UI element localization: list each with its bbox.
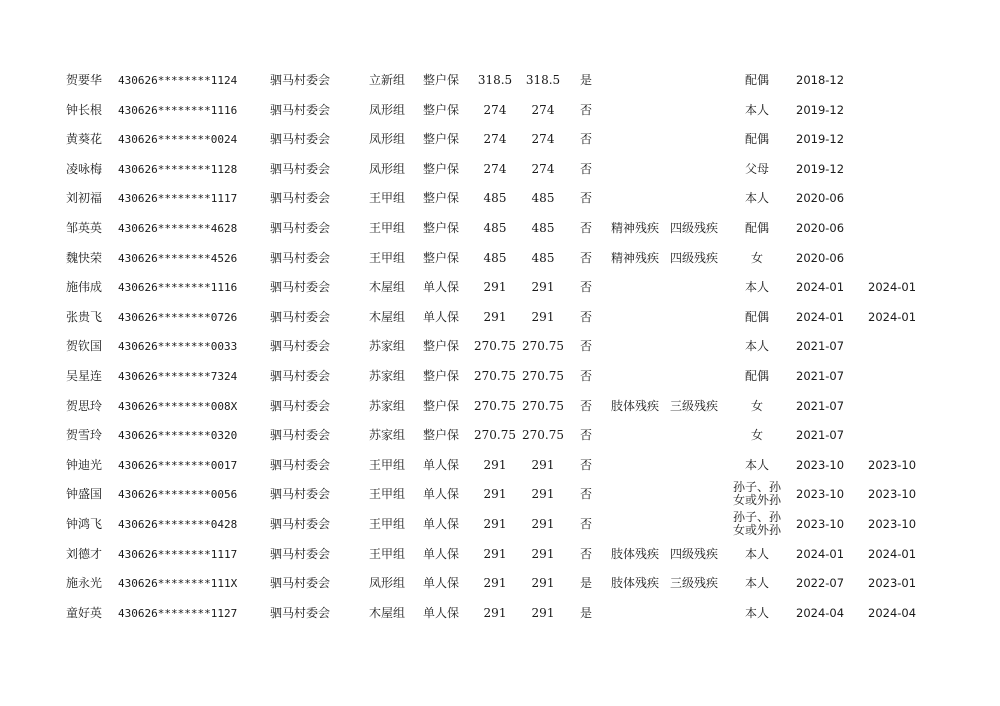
disability-level <box>670 451 726 480</box>
household-relation: 女 <box>750 428 763 443</box>
start-date: 2022-07 <box>796 576 845 591</box>
start-date: 2024-01 <box>796 280 845 295</box>
disability-type: 肢体残疾 <box>611 398 660 413</box>
id-number: 430626********4628 <box>118 222 238 235</box>
approval-date: 2024-04 <box>868 605 917 620</box>
disability-type <box>611 125 669 154</box>
start-date: 2020-06 <box>796 221 845 235</box>
yes-no-flag: 否 <box>580 102 593 117</box>
household-relation: 配偶 <box>744 132 769 147</box>
assistance-type: 整户保 <box>423 428 460 443</box>
disability-level <box>670 332 726 361</box>
amount-issued: 291 <box>531 487 555 502</box>
table-row <box>0 332 1000 361</box>
start-date: 2019-12 <box>796 161 845 176</box>
disability-type: 肢体残疾 <box>611 576 660 591</box>
person-name: 贺钦国 <box>66 339 103 354</box>
household-relation: 本人 <box>744 576 769 591</box>
amount-standard: 270.75 <box>474 398 516 413</box>
village-group: 王甲组 <box>369 517 406 531</box>
disability-type: 精神残疾 <box>611 250 660 265</box>
approval-date <box>868 96 928 125</box>
assistance-type: 单人保 <box>423 576 460 591</box>
person-name: 黄葵花 <box>66 132 103 147</box>
village-group: 凤形组 <box>369 161 406 176</box>
start-date: 2024-01 <box>796 309 845 324</box>
amount-issued: 291 <box>531 457 555 472</box>
household-relation: 配偶 <box>744 369 769 383</box>
village-group: 凤形组 <box>369 576 406 591</box>
disability-level <box>670 273 726 302</box>
assistance-type: 整户保 <box>423 221 460 235</box>
amount-issued: 291 <box>531 517 555 531</box>
id-number: 430626********1117 <box>118 192 238 206</box>
id-number: 430626********1117 <box>118 547 238 561</box>
household-relation: 孙子、孙女或外孙 <box>732 480 781 508</box>
start-date: 2019-12 <box>796 102 845 117</box>
table-row <box>0 421 1000 450</box>
household-relation: 本人 <box>744 605 769 620</box>
approval-date: 2024-01 <box>868 309 917 324</box>
id-number: 430626********0033 <box>118 340 238 354</box>
amount-standard: 291 <box>483 457 507 472</box>
id-number: 430626********1116 <box>118 281 238 295</box>
village-committee: 驷马村委会 <box>270 221 331 235</box>
assistance-type: 整户保 <box>423 250 460 265</box>
village-group: 木屋组 <box>369 309 406 324</box>
person-name: 施伟成 <box>66 280 103 295</box>
yes-no-flag: 否 <box>580 546 593 561</box>
amount-standard: 270.75 <box>474 428 516 443</box>
approval-date <box>868 125 928 154</box>
disability-level <box>670 480 726 509</box>
amount-issued: 270.75 <box>522 369 564 383</box>
assistance-type: 整户保 <box>423 369 460 383</box>
person-name: 施永光 <box>66 576 103 591</box>
person-name: 钟鸿飞 <box>66 517 103 531</box>
village-committee: 驷马村委会 <box>270 309 331 324</box>
village-committee: 驷马村委会 <box>270 191 331 206</box>
table-row <box>0 66 1000 95</box>
yes-no-flag: 是 <box>580 576 593 591</box>
table-row <box>0 273 1000 302</box>
amount-standard: 291 <box>483 576 507 591</box>
disability-type <box>611 332 669 361</box>
person-name: 魏快荣 <box>66 250 103 265</box>
approval-date: 2023-01 <box>868 576 917 591</box>
person-name: 凌咏梅 <box>66 161 103 176</box>
approval-date: 2024-01 <box>868 546 917 561</box>
id-number: 430626********0726 <box>118 310 238 324</box>
amount-standard: 291 <box>483 280 507 295</box>
start-date: 2021-07 <box>796 398 845 413</box>
disability-level <box>670 599 726 628</box>
village-group: 王甲组 <box>369 546 406 561</box>
disability-level <box>670 303 726 332</box>
table-row <box>0 303 1000 332</box>
household-relation: 本人 <box>744 102 769 117</box>
village-group: 王甲组 <box>369 221 406 235</box>
village-group: 木屋组 <box>369 605 406 620</box>
start-date: 2021-07 <box>796 369 845 383</box>
yes-no-flag: 否 <box>580 398 593 413</box>
amount-issued: 485 <box>531 250 555 265</box>
approval-date <box>868 421 928 450</box>
disability-level: 四级残疾 <box>670 221 719 235</box>
disability-type <box>611 273 669 302</box>
yes-no-flag: 否 <box>580 428 593 443</box>
amount-standard: 270.75 <box>474 339 516 354</box>
table-row <box>0 184 1000 213</box>
disability-level <box>670 96 726 125</box>
yes-no-flag: 否 <box>580 191 593 206</box>
household-relation: 本人 <box>744 280 769 295</box>
start-date: 2024-04 <box>796 605 845 620</box>
disability-level: 四级残疾 <box>670 546 719 561</box>
approval-date: 2023-10 <box>868 457 917 472</box>
village-group: 王甲组 <box>369 191 406 206</box>
start-date: 2021-07 <box>796 339 845 354</box>
village-group: 王甲组 <box>369 487 406 502</box>
start-date: 2023-10 <box>796 517 845 531</box>
disability-level: 三级残疾 <box>670 398 719 413</box>
village-committee: 驷马村委会 <box>270 487 331 502</box>
table-row <box>0 569 1000 598</box>
disability-type <box>611 480 669 509</box>
amount-issued: 485 <box>531 221 555 235</box>
village-group: 王甲组 <box>369 250 406 265</box>
yes-no-flag: 否 <box>580 161 593 176</box>
person-name: 钟盛国 <box>66 487 103 502</box>
household-relation: 本人 <box>744 339 769 354</box>
household-relation: 本人 <box>744 191 769 206</box>
disability-type <box>611 510 669 539</box>
amount-issued: 485 <box>531 191 555 206</box>
approval-date <box>868 392 928 421</box>
table-row <box>0 125 1000 154</box>
disability-type <box>611 184 669 213</box>
amount-issued: 270.75 <box>522 339 564 354</box>
disability-level <box>670 184 726 213</box>
disability-type <box>611 451 669 480</box>
yes-no-flag: 否 <box>580 280 593 295</box>
amount-issued: 291 <box>531 280 555 295</box>
start-date: 2018-12 <box>796 73 845 87</box>
person-name: 贺思玲 <box>66 398 103 413</box>
id-number: 430626********7324 <box>118 370 238 383</box>
yes-no-flag: 否 <box>580 250 593 265</box>
village-committee: 驷马村委会 <box>270 546 331 561</box>
approval-date <box>868 214 928 243</box>
amount-standard: 291 <box>483 487 507 502</box>
village-group: 凤形组 <box>369 132 406 147</box>
disability-type <box>611 96 669 125</box>
assistance-type: 整户保 <box>423 161 460 176</box>
id-number: 430626********0017 <box>118 458 238 472</box>
amount-standard: 291 <box>483 546 507 561</box>
assistance-type: 整户保 <box>423 73 460 87</box>
table-row <box>0 599 1000 628</box>
assistance-type: 单人保 <box>423 605 460 620</box>
village-committee: 驷马村委会 <box>270 517 331 531</box>
person-name: 张贵飞 <box>66 309 103 324</box>
assistance-type: 整户保 <box>423 191 460 206</box>
table-row <box>0 392 1000 421</box>
assistance-type: 整户保 <box>423 132 460 147</box>
amount-issued: 274 <box>531 102 555 117</box>
id-number: 430626********111X <box>118 577 238 591</box>
yes-no-flag: 是 <box>580 73 593 87</box>
amount-standard: 274 <box>483 132 507 147</box>
disability-level <box>670 510 726 539</box>
amount-issued: 270.75 <box>522 428 564 443</box>
amount-standard: 274 <box>483 161 507 176</box>
table-row <box>0 155 1000 184</box>
approval-date <box>868 362 928 391</box>
approval-date <box>868 155 928 184</box>
start-date: 2020-06 <box>796 191 845 206</box>
village-committee: 驷马村委会 <box>270 132 331 147</box>
household-relation: 配偶 <box>744 309 769 324</box>
yes-no-flag: 否 <box>580 457 593 472</box>
assistance-type: 整户保 <box>423 398 460 413</box>
start-date: 2023-10 <box>796 457 845 472</box>
household-relation: 配偶 <box>744 221 769 235</box>
assistance-type: 整户保 <box>423 339 460 354</box>
village-group: 苏家组 <box>369 339 406 354</box>
approval-date: 2024-01 <box>868 280 917 295</box>
id-number: 430626********1127 <box>118 606 238 620</box>
village-committee: 驷马村委会 <box>270 250 331 265</box>
disability-type <box>611 599 669 628</box>
approval-date <box>868 332 928 361</box>
village-group: 苏家组 <box>369 428 406 443</box>
disability-level: 四级残疾 <box>670 250 719 265</box>
amount-issued: 274 <box>531 161 555 176</box>
village-committee: 驷马村委会 <box>270 73 331 87</box>
amount-standard: 485 <box>483 221 507 235</box>
village-group: 王甲组 <box>369 457 406 472</box>
id-number: 430626********4526 <box>118 251 238 265</box>
person-name: 童好英 <box>66 605 103 620</box>
disability-type <box>611 155 669 184</box>
yes-no-flag: 否 <box>580 339 593 354</box>
disability-level: 三级残疾 <box>670 576 719 591</box>
amount-standard: 270.75 <box>474 369 516 383</box>
id-number: 430626********0428 <box>118 518 238 531</box>
disability-type <box>611 66 669 95</box>
village-committee: 驷马村委会 <box>270 161 331 176</box>
household-relation: 本人 <box>744 457 769 472</box>
assistance-type: 单人保 <box>423 487 460 502</box>
yes-no-flag: 否 <box>580 517 593 531</box>
amount-issued: 274 <box>531 132 555 147</box>
household-relation: 孙子、孙女或外孙 <box>732 510 781 537</box>
household-relation: 配偶 <box>744 73 769 87</box>
id-number: 430626********008X <box>118 399 238 413</box>
disability-type <box>611 303 669 332</box>
amount-issued: 291 <box>531 546 555 561</box>
amount-standard: 291 <box>483 517 507 531</box>
village-committee: 驷马村委会 <box>270 605 331 620</box>
person-name: 刘德才 <box>66 546 103 561</box>
approval-date: 2023-10 <box>868 487 917 502</box>
approval-date <box>868 184 928 213</box>
approval-date <box>868 244 928 273</box>
assistance-type: 单人保 <box>423 309 460 324</box>
disability-level <box>670 362 726 391</box>
amount-standard: 318.5 <box>477 73 513 87</box>
person-name: 钟长根 <box>66 102 103 117</box>
start-date: 2020-06 <box>796 250 845 265</box>
disability-type <box>611 362 669 391</box>
table-row <box>0 451 1000 480</box>
village-committee: 驷马村委会 <box>270 280 331 295</box>
amount-standard: 485 <box>483 191 507 206</box>
start-date: 2021-07 <box>796 428 845 443</box>
table-row <box>0 244 1000 273</box>
table-row <box>0 362 1000 391</box>
yes-no-flag: 否 <box>580 132 593 147</box>
disability-level <box>670 421 726 450</box>
person-name: 贺雪玲 <box>66 428 103 443</box>
person-name: 邹英英 <box>66 221 103 235</box>
person-name: 贺要华 <box>66 73 103 87</box>
amount-issued: 291 <box>531 576 555 591</box>
amount-standard: 291 <box>483 605 507 620</box>
start-date: 2019-12 <box>796 132 845 147</box>
id-number: 430626********0056 <box>118 488 238 502</box>
table-row <box>0 540 1000 569</box>
village-group: 凤形组 <box>369 102 406 117</box>
village-committee: 驷马村委会 <box>270 102 331 117</box>
village-group: 立新组 <box>369 73 406 87</box>
yes-no-flag: 否 <box>580 487 593 502</box>
household-relation: 女 <box>750 250 763 265</box>
household-relation: 本人 <box>744 546 769 561</box>
amount-standard: 291 <box>483 309 507 324</box>
person-name: 吴星连 <box>66 369 103 383</box>
amount-standard: 485 <box>483 250 507 265</box>
table-row <box>0 214 1000 243</box>
household-relation: 父母 <box>744 161 769 176</box>
amount-issued: 318.5 <box>525 73 561 87</box>
id-number: 430626********1116 <box>118 103 238 117</box>
village-group: 苏家组 <box>369 369 406 383</box>
id-number: 430626********1124 <box>118 74 238 87</box>
disability-level <box>670 66 726 95</box>
disability-type: 精神残疾 <box>611 221 660 235</box>
id-number: 430626********0024 <box>118 133 238 147</box>
approval-date: 2023-10 <box>868 517 917 531</box>
assistance-type: 单人保 <box>423 457 460 472</box>
household-relation: 女 <box>750 398 763 413</box>
village-group: 苏家组 <box>369 398 406 413</box>
disability-level <box>670 155 726 184</box>
village-committee: 驷马村委会 <box>270 576 331 591</box>
disability-type: 肢体残疾 <box>611 546 660 561</box>
person-name: 刘初福 <box>66 191 103 206</box>
amount-standard: 274 <box>483 102 507 117</box>
assistance-type: 整户保 <box>423 102 460 117</box>
id-number: 430626********0320 <box>118 429 238 443</box>
id-number: 430626********1128 <box>118 162 238 176</box>
start-date: 2024-01 <box>796 546 845 561</box>
person-name: 钟迪光 <box>66 457 103 472</box>
amount-issued: 291 <box>531 605 555 620</box>
village-group: 木屋组 <box>369 280 406 295</box>
amount-issued: 291 <box>531 309 555 324</box>
village-committee: 驷马村委会 <box>270 428 331 443</box>
assistance-type: 单人保 <box>423 546 460 561</box>
assistance-type: 单人保 <box>423 517 460 531</box>
assistance-type: 单人保 <box>423 280 460 295</box>
village-committee: 驷马村委会 <box>270 369 331 383</box>
disability-level <box>670 125 726 154</box>
village-committee: 驷马村委会 <box>270 339 331 354</box>
yes-no-flag: 否 <box>580 369 593 383</box>
village-committee: 驷马村委会 <box>270 457 331 472</box>
table-row <box>0 96 1000 125</box>
yes-no-flag: 是 <box>580 605 593 620</box>
table-row <box>0 480 1000 509</box>
yes-no-flag: 否 <box>580 309 593 324</box>
yes-no-flag: 否 <box>580 221 593 235</box>
amount-issued: 270.75 <box>522 398 564 413</box>
approval-date <box>868 66 928 95</box>
disability-type <box>611 421 669 450</box>
village-committee: 驷马村委会 <box>270 398 331 413</box>
start-date: 2023-10 <box>796 487 845 502</box>
table-row <box>0 510 1000 539</box>
